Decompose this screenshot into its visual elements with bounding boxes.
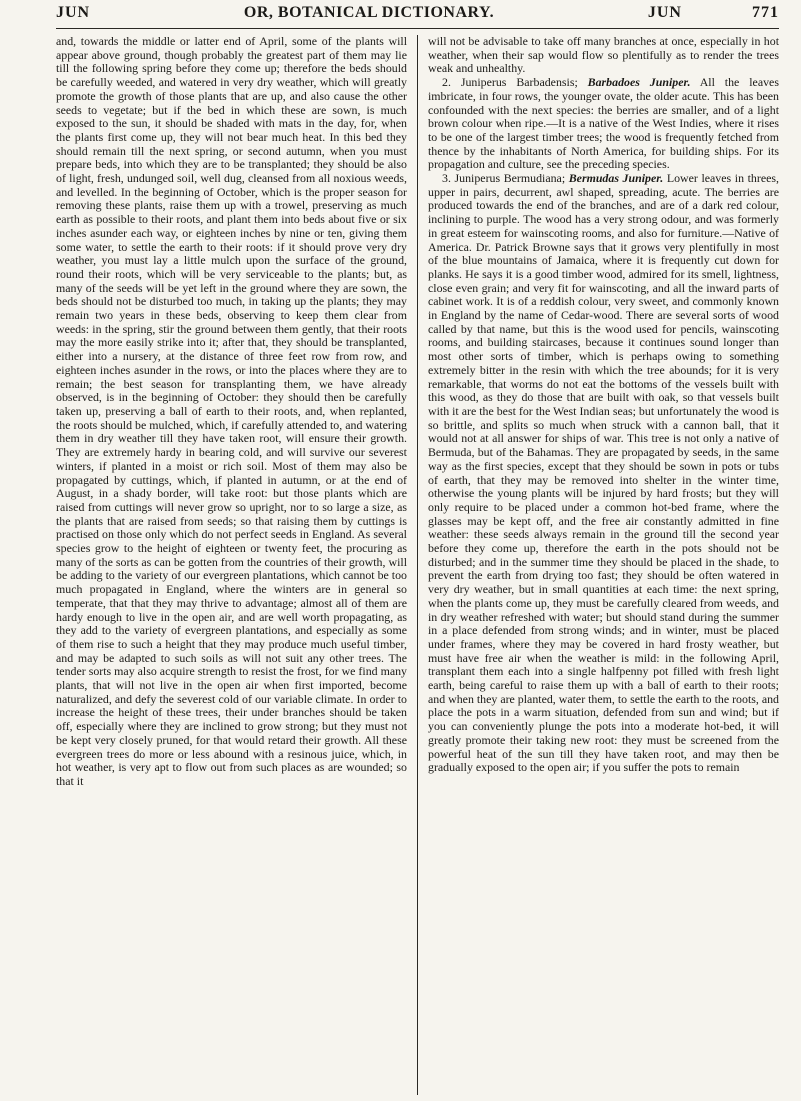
entry-barbadensis xyxy=(428,76,779,172)
entry-bermudiana-text: Lower leaves in threes, upper in pairs, decurrent, awl shaped, spreading, acute. The berries are produced towards the end of the branches, and are of a dark red colour, inclining to purple. The wood has a very strong odour, and was formerly in great esteem for wainscoting rooms, and also for furniture.—Native of America. Dr. Patrick Browne says that it grows very plentifully in most of the blue mountains of Jamaica, where it is frequently cut down for planks. He says it is a good timber wood, admired for its smell, lightness, close even grain; and very fit for wainscoting, and all the inward parts of cabinet work. It is of a reddish colour, very sweet, and commonly known in England by the name of Cedar-wood. There are several sorts of wood called by that name, but this is the wood used for pencils, wainscoting rooms, and building staircases, because it continues sound longer than most other sorts of timber, which is perhaps owing to something extremely bitter in the resin with which the tree abounds; for it is very remarkable, that worms do not eat the bottoms of the vessels built with this wood, as they do those that are built with oak, so that vessels built with it are the best for the West Indian seas; but unfortunately the wood is so brittle, and splits so much when struck with a cannon ball, that it would not at all answer for ships of war. This tree is not only a native of Bermuda, but of the Bahamas. They are propagated by seeds, in the same way as the first species, except that they should be sown in pots or tubs of earth, that they may be removed into shelter in the winter time, otherwise the young plants will be injured by hard frosts; but they will only require to be placed under a common hot-bed frame, where the glasses may be kept off, and the free air constantly admitted in fine weather: these seeds always remain in the ground till the second year before they come up, therefore the earth in the pots should not be disturbed; and in the summer time they should be placed in the shade, to prevent the earth from drying too fast; they should be often watered in very dry weather, but in small quantities at each time: the next spring, when the plants come up, they must be carefully cleared from weeds, and in dry weather refreshed with water; but should stand during the summer in a place defended from strong winds; and in winter, must be placed under frames, where they may be covered in hard frosty weather, but must have free air when the weather is mild: in the following April, transplant them each into a single halfpenny pot filled with fresh light earth, being careful to raise them up with a ball of earth to their roots; and when they are planted, water them, to settle the earth to the roots, and place the pots in a warm situation, defended from sun and wind; but if you can conveniently plunge the pots into a moderate hot-bed, it will greatly promote their taking new root: they must be screened from the powerful heat of the sun till they have taken root, and may then be gradually exposed to the open air; if you suffer the pots to remain xyxy=(428,171,779,775)
header-right xyxy=(648,4,779,22)
entry-bermudiana-number: 3. Juniperus Bermudiana; xyxy=(442,171,566,186)
text-columns xyxy=(56,35,779,1095)
right-column xyxy=(428,35,779,1095)
column-divider xyxy=(417,35,418,1095)
entry-bermudiana-common-name: Bermudas Juniper. xyxy=(568,171,664,186)
left-paragraph: and, towards the middle or latter end of April, some of the plants will appear above ground, though probably the greatest part of them may lie till the following spring before they come up; therefore the beds should be carefully weeded, and watered in very dry weather, which will greatly promote the growth of those plants that are up, and also cause the other seeds to vegetate; but if the bed in which these are sown, is much exposed to the sun, it should be shaded with mats in the day, for, when the plants first come up, they will not bear much heat. In this bed they should remain till the next spring, or second autumn, when you must prepare beds, into which they are to be transplanted; they should be also of light, fresh, undunged soil, well dug, cleansed from all noxious weeds, and levelled. In the beginning of October, which is the proper season for removing these plants, raise them up with a trowel, preserving as much earth as possible to their roots, and plant them into beds about five or six inches asunder each way, or eighteen inches by nine or ten, giving them some water, to settle the earth to their roots: if it should prove very dry weather, you must lay a little mulch upon the surface of the ground, round their roots, which will be very serviceable to the plants; but, as many of the seeds will be yet left in the ground where they are sown, the beds should not be disturbed too much, in taking up the plants; they may remain two years in these beds, observing to keep them clear from weeds: in the spring, stir the ground between them gently, that their roots may the more easily strike into it; after that, they should be transplanted, either into a nursery, at the distance of three feet row from row, and eighteen inches asunder in the rows, or into the places where they are to remain; the best season for transplanting them, we have already observed, is in the beginning of October: they should then be carefully taken up, preserving a ball of earth to their roots, and, when replanted, the roots should be mulched, which, if carefully attended to, and watering them in dry weather till they have taken root, will ensure their growth. They are extremely hardy in bearing cold, and will survive our severest winters, if planted in a moist or rich soil. Most of them may also be propagated by cuttings, which, if planted in autumn, or at the end of August, in a shady border, will take root: but those plants which are raised from cuttings will never grow so upright, nor to so large a size, as the plants that are raised from seeds; so that raising them by cuttings is practised on those only which do not perfect seeds in England. As several species grow to the height of eighteen or twenty feet, the procuring as many of the sorts as can be gotten from the countries of their growth, will be adding to the variety of our evergreen plantations, which cannot be too much propagated in England, where the winters are in general so temperate, that that they may thrive to advantage; almost all of them are hardy enough to live in the open air, and are well worth propagating, as they add to the variety of evergreen plantations, and especially as some of them rise to such a height that they may produce much useful timber, and may be adapted to such soils as will not suit any other trees. The tender sorts may also acquire strength to resist the frost, for we find many plants, that will not live in the open air when first imported, become naturalized, and defy the severest cold of our variable climate. In order to increase the height of these trees, their under branches should be taken off, especially where they are inclined to grow strong; but they must not be kept very closely pruned, for that would retard their growth. All these evergreen trees do more or less abound with a resinous juice, which, in hot weather, is very apt to flow out from such places as are wounded; so that it xyxy=(56,35,407,788)
page-number: 771 xyxy=(751,4,779,21)
header-title: OR, BOTANICAL DICTIONARY. xyxy=(243,4,495,21)
right-paragraph-continuation: will not be advisable to take off many branches at once, especially in hot weather, when their sap would flow so plentifully as to render the trees weak and unhealthy. xyxy=(428,35,779,76)
running-header xyxy=(56,4,779,29)
entry-bermudiana xyxy=(428,172,779,775)
header-left-word: JUN xyxy=(56,4,91,21)
left-column xyxy=(56,35,407,1095)
entry-barbadensis-number: 2. Juniperus Barbadensis; xyxy=(442,75,578,90)
entry-barbadensis-common-name: Barbadoes Juniper. xyxy=(587,75,691,90)
header-right-word: JUN xyxy=(647,4,682,21)
entry-barbadensis-text: All the leaves imbricate, in four rows, the younger ovate, the older acute. This has been confounded with the next species: the berries are smaller, and of a light brown colour when ripe.—It is a native of the West Indies, where it rises to be one of the largest timber trees; the wood is frequently fetched from thence by the inhabitants of North America, for building ships. For its propagation and culture, see the preceding species. xyxy=(428,75,779,172)
